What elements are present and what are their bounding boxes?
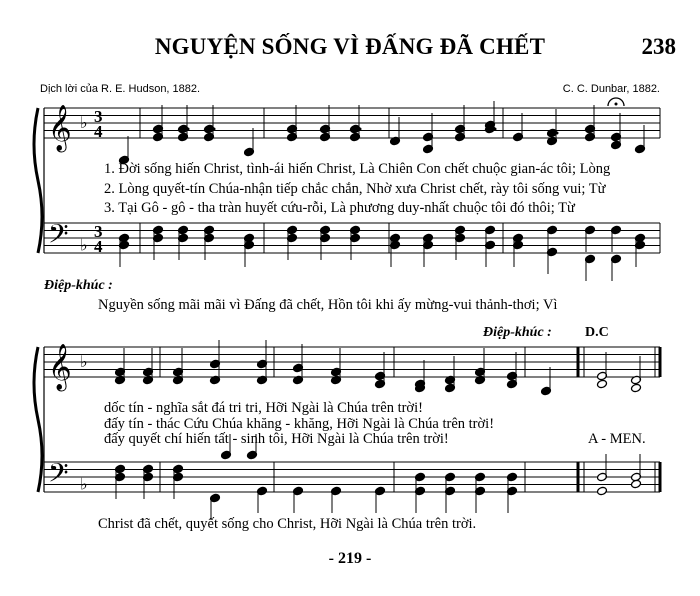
verse-1-line-2: dốc tín - nghĩa sắt đá tri tri, Hỡi Ngài là Chúa trên trời! — [104, 400, 423, 416]
flat-sign: ♭ — [80, 352, 88, 371]
system-brace — [34, 347, 42, 492]
dc-mark: D.C — [585, 325, 609, 340]
note-head — [631, 383, 642, 393]
bass-staff-2 — [44, 462, 660, 492]
time-sig-top: 3 — [94, 222, 103, 241]
flat-sign: ♭ — [80, 235, 88, 255]
verse-3-line-2: đấy quyết chí hiến tất - sinh tôi, Hỡi Ngài là Chúa trên trời! — [104, 431, 449, 447]
bass-clef: 𝄢 — [48, 457, 69, 495]
bass-clef: 𝄢 — [48, 218, 69, 256]
treble-staff-2 — [44, 347, 660, 377]
dot — [187, 128, 190, 131]
time-sig-bottom: 4 — [94, 122, 103, 141]
refrain-line-2: Christ đã chết, quyết sống cho Christ, Hỡi Ngài là Chúa trên trời. — [98, 516, 477, 532]
verse-1-line-1: 1. Đời sống hiến Christ, tình-ái hiến Christ, Là Chiên Con chết chuộc gian-ác tôi; Lòng — [104, 161, 611, 177]
treble-clef: 𝄞 — [48, 105, 72, 151]
lyrics-credit: Dịch lời của R. E. Hudson, 1882. — [40, 83, 201, 95]
dot — [213, 128, 216, 131]
music-credit: C. C. Dunbar, 1882. — [562, 83, 660, 95]
hymn-number: 238 — [641, 34, 676, 59]
treble-clef: 𝄞 — [48, 344, 72, 390]
refrain-line-1: Nguyền sống mãi mãi vì Đấng đã chết, Hồn tôi khi ấy mừng-vui thảnh-thơi; Vì — [98, 297, 558, 313]
treble-staff-1 — [44, 108, 660, 138]
note-head — [597, 486, 608, 496]
note-head — [631, 479, 642, 489]
refrain-label-2: Điệp-khúc : — [483, 325, 552, 340]
verse-2-line-2: đấy tín - thác Cứu Chúa khăng - khăng, Hỡi Ngài là Chúa trên trời! — [104, 416, 495, 432]
hymn-title: NGUYỆN SỐNG VÌ ĐẤNG ĐÃ CHẾT — [154, 34, 546, 59]
time-sig-top: 3 — [94, 107, 103, 126]
dot — [556, 132, 559, 135]
page-number: - 219 - — [328, 550, 372, 567]
amen-text: A - MEN. — [588, 431, 646, 447]
time-sig-bottom: 4 — [94, 237, 103, 256]
verse-2-line-1: 2. Lòng quyết-tín Chúa-nhận tiếp chắc chắn, Nhờ xưa Christ chết, rày tôi sống vui; Từ — [104, 181, 606, 197]
dot — [494, 128, 497, 131]
flat-sign: ♭ — [80, 474, 88, 494]
fermata-dot — [615, 103, 618, 106]
refrain-label: Điệp-khúc : — [44, 278, 113, 293]
verse-3-line-1: 3. Tại Gô - gô - tha tràn huyết cứu-rỗi, Là phương duy-nhất chuộc tôi đó thôi; Từ — [104, 200, 575, 216]
note-head — [597, 379, 608, 389]
dot — [359, 128, 362, 131]
flat-sign: ♭ — [80, 113, 88, 132]
system-brace — [34, 108, 42, 253]
